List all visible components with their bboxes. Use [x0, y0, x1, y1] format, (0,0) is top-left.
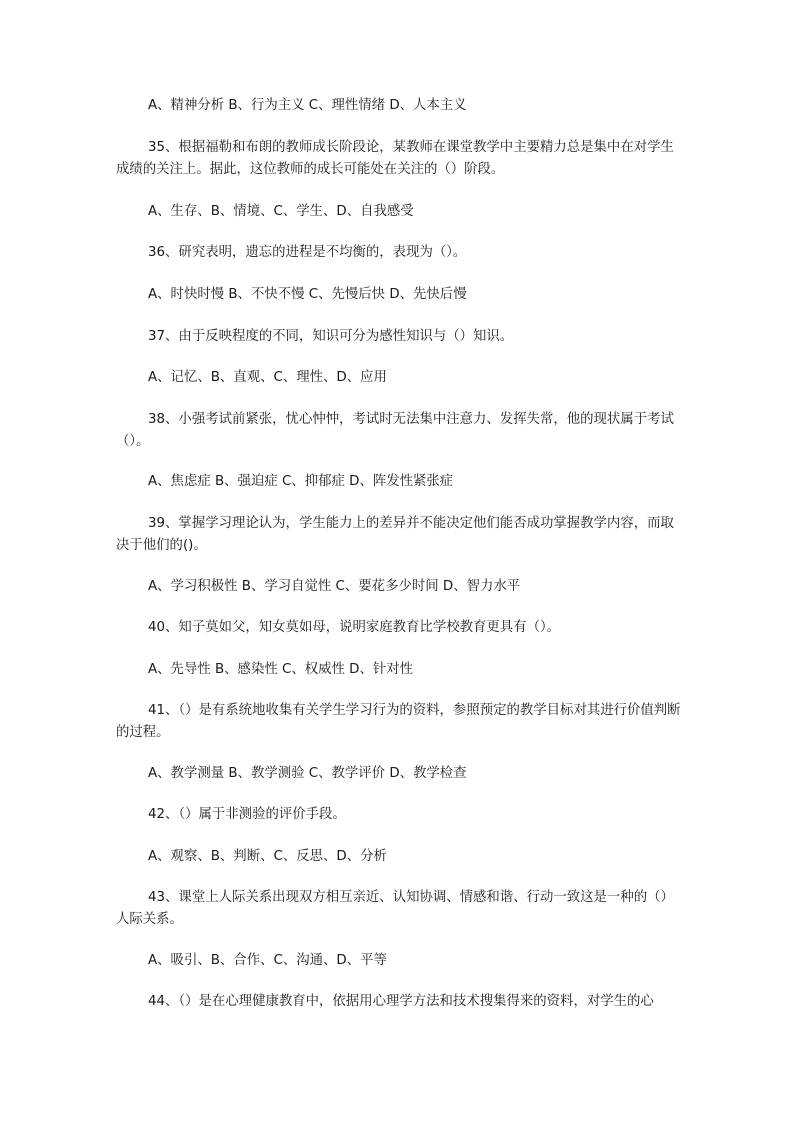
- options-q38: A、焦虑症 B、强迫症 C、抑郁症 D、阵发性紧张症: [148, 474, 454, 489]
- options-q36: A、时快时慢 B、不快不慢 C、先慢后快 D、先快后慢: [148, 287, 467, 302]
- options-q40: A、先导性 B、感染性 C、权威性 D、针对性: [148, 662, 414, 677]
- question-35: 35、根据福勒和布朗的教师成长阶段论，某教师在课堂教学中主要精力总是集中在对学生成绩的关注上。据此，这位教师的成长可能处在关注的（）阶段。: [116, 140, 674, 177]
- options-q41: A、教学测量 B、教学测验 C、教学评价 D、教学检查: [148, 766, 467, 781]
- question-43: 43、课堂上人际关系出现双方相互亲近、认知协调、情感和谐、行动一致这是一种的（）人际关系。: [116, 890, 674, 927]
- question-41: 41、（）是有系统地收集有关学生学习行为的资料，参照预定的教学目标对其进行价值判断的过程。: [116, 703, 681, 740]
- question-42: 42、（）属于非测验的评价手段。: [148, 807, 346, 822]
- question-40: 40、知子莫如父，知女莫如母，说明家庭教育比学校教育更具有（）。: [148, 620, 561, 635]
- question-38: 38、小强考试前紧张，忧心忡忡，考试时无法集中注意力、发挥失常，他的现状属于考试（）。: [116, 412, 674, 449]
- question-44: 44、（）是在心理健康教育中，依据用心理学方法和技术搜集得来的资料，对学生的心: [148, 994, 654, 1009]
- question-39: 39、掌握学习理论认为，学生能力上的差异并不能决定他们能否成功掌握教学内容，而取决于他们的()。: [116, 516, 674, 553]
- options-q43: A、吸引、B、合作、C、沟通、D、平等: [148, 953, 387, 968]
- options-q35: A、生存、B、情境、C、学生、D、自我感受: [148, 204, 414, 219]
- options-q39: A、学习积极性 B、学习自觉性 C、要花多少时间 D、智力水平: [148, 579, 521, 594]
- question-36: 36、研究表明，遗忘的进程是不均衡的，表现为（）。: [148, 245, 467, 260]
- options-q34: A、精神分析 B、行为主义 C、理性情绪 D、人本主义: [148, 98, 467, 113]
- options-q42: A、观察、B、判断、C、反思、D、分析: [148, 849, 387, 864]
- options-q37: A、记忆、B、直观、C、理性、D、应用: [148, 370, 387, 385]
- question-37: 37、由于反映程度的不同，知识可分为感性知识与（）知识。: [148, 329, 514, 344]
